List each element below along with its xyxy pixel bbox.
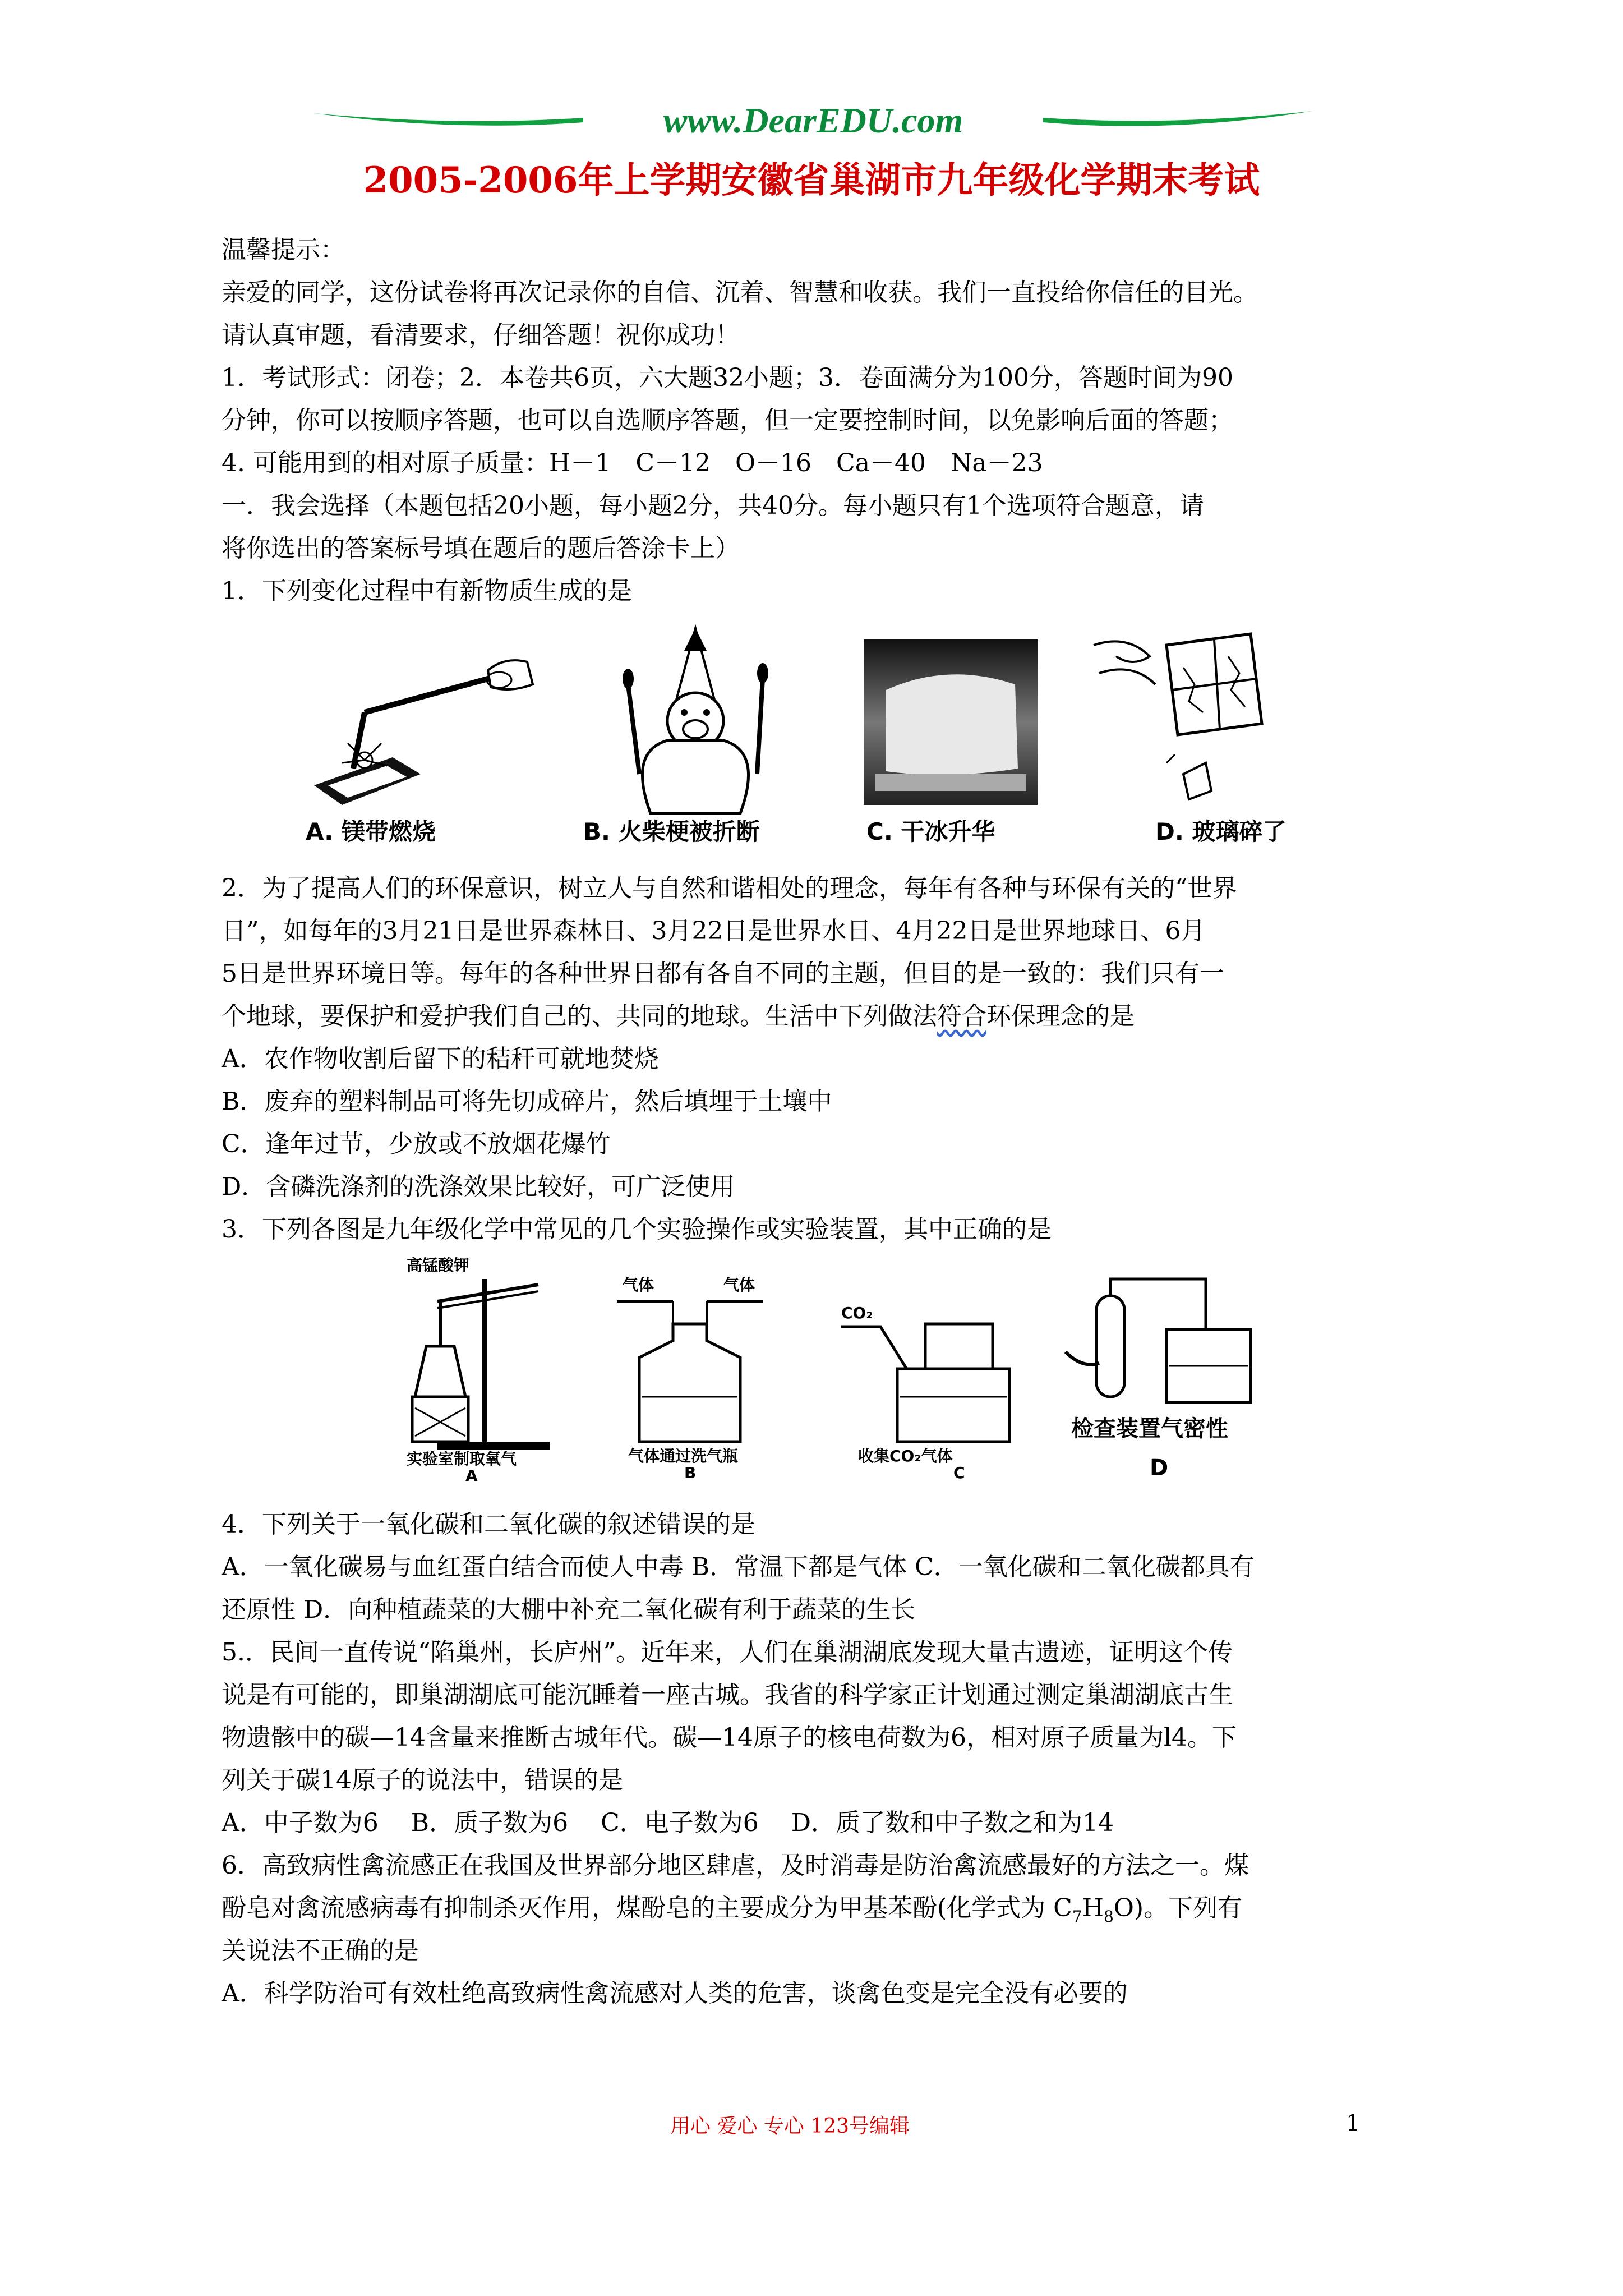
question-2-option: A．农作物收割后留下的秸秆可就地焚烧 xyxy=(222,1045,659,1073)
question-1-stem: 1．下列变化过程中有新物质生成的是 xyxy=(222,577,632,605)
figure-letter: C xyxy=(953,1464,965,1482)
magnesium-burning-illustration xyxy=(303,645,538,802)
question-5-line: 说是有可能的，即巢湖湖底可能沉睡着一座古城。我省的科学家正计划通过测定巢湖湖底古生 xyxy=(222,1681,1233,1709)
text-span: O)。下列有 xyxy=(1113,1894,1243,1922)
question-4-line: 4．下列关于一氧化碳和二氧化碳的叙述错误的是 xyxy=(222,1510,755,1539)
dry-ice-photo xyxy=(864,639,1038,805)
figure-caption: 检查装置气密性 xyxy=(1071,1416,1228,1442)
oxygen-preparation-apparatus xyxy=(404,1256,550,1485)
figure-letter: D xyxy=(1150,1455,1169,1481)
question-3-stem: 3．下列各图是九年级化学中常见的几个实验操作或实验装置，其中正确的是 xyxy=(222,1215,1052,1244)
subscript: 8 xyxy=(1104,1907,1114,1926)
figure-label: 高锰酸钾 xyxy=(407,1256,470,1274)
figure-caption: B. 火柴梗被折断 xyxy=(583,818,760,845)
site-url: www.DearEDU.com xyxy=(663,100,963,140)
gas-washing-bottle xyxy=(611,1273,768,1481)
question-2-line xyxy=(222,995,1416,1038)
page-number: 1 xyxy=(1346,2110,1361,2136)
figure-letter: B xyxy=(684,1464,697,1482)
question-2-line: 5日是世界环境日等。每年的各种世界日都有各自不同的主题，但目的是一致的：我们只有一 xyxy=(222,959,1224,988)
question-4-line: 还原性 D．向种植蔬菜的大棚中补充二氧化碳有利于蔬菜的生长 xyxy=(222,1595,916,1624)
question-5-line: 列关于碳14原子的说法中，错误的是 xyxy=(222,1766,623,1795)
figure-label: 气体 xyxy=(623,1276,654,1294)
footer-text: 用心 爱心 专心 123号编辑 xyxy=(670,2115,910,2138)
text-span: 酚皂对禽流感病毒有抑制杀灭作用，煤酚皂的主要成分为甲基苯酚(化学式为 C xyxy=(222,1894,1072,1922)
question-2-option: D．含磷洗涤剂的洗涤效果比较好，可广泛使用 xyxy=(222,1172,735,1201)
question-2-option: B．废弃的塑料制品可将先切成碎片，然后填埋于土壤中 xyxy=(222,1087,832,1116)
question-5-line: 物遗骸中的碳—14含量来推断古城年代。碳—14原子的核电荷数为6，相对原子质量为l4。下 xyxy=(222,1723,1237,1752)
question-2-line: 2．为了提高人们的环保意识，树立人与自然和谐相处的理念，每年有各种与环保有关的“世界 xyxy=(222,874,1237,903)
intro-line: 4. 可能用到的相对原子质量：H－1 C－12 O－16 Ca－40 Na－23 xyxy=(222,449,1043,477)
question-5-line: 5.．民间一直传说“陷巢州，长庐州”。近年来，人们在巢湖湖底发现大量古遗迹，证明这个传 xyxy=(222,1638,1233,1667)
airtightness-check-apparatus xyxy=(1066,1268,1290,1481)
question-2-option: C．逢年过节，少放或不放烟花爆竹 xyxy=(222,1130,611,1158)
figure-caption: 收集CO₂气体 xyxy=(858,1447,953,1465)
question-6-option: A．科学防治可有效杜绝高致病性禽流感对人类的危害，谈禽色变是完全没有必要的 xyxy=(222,1979,1128,2008)
question-2-line: 日”，如每年的3月21日是世界森林日、3月22日是世界水日、4月22日是世界地球日、6月 xyxy=(222,917,1206,945)
question-6-line: 关说法不正确的是 xyxy=(222,1936,419,1965)
page-title: 2005-2006年上学期安徽省巢湖市九年级化学期末考试 xyxy=(363,159,1260,201)
matchstick-illustration xyxy=(606,628,796,813)
figure-caption: 气体通过洗气瓶 xyxy=(628,1447,739,1465)
section-heading: 一．我会选择（本题包括20小题，每小题2分，共40分。每小题只有1个选项符合题意，请 xyxy=(222,491,1204,520)
figure-caption: 实验室制取氧气 xyxy=(407,1450,517,1468)
question-4-line: A．一氧化碳易与血红蛋白结合而使人中毒 B．常温下都是气体 C．一氧化碳和二氧化碳都具有 xyxy=(222,1553,1255,1581)
figure-letter: A xyxy=(465,1466,478,1485)
text-span: 个地球，要保护和爱护我们自己的、共同的地球。生活中下列做法 xyxy=(222,1002,937,1030)
co2-collection-apparatus xyxy=(841,1301,1009,1481)
text-span: H xyxy=(1082,1894,1104,1922)
text-span: 环保理念的是 xyxy=(986,1002,1135,1030)
emphasized-word: 符合 xyxy=(937,1002,986,1030)
figure-label: 气体 xyxy=(723,1276,755,1294)
figure-label: CO₂ xyxy=(841,1304,873,1322)
question-6-line: 6．高致病性禽流感正在我国及世界部分地区肆虐，及时消毒是防治禽流感最好的方法之一。煤 xyxy=(222,1851,1249,1880)
figure-caption: A. 镁带燃烧 xyxy=(306,818,436,845)
section-heading: 将你选出的答案标号填在题后的题后答涂卡上） xyxy=(222,534,740,563)
figure-caption: C. 干冰升华 xyxy=(866,818,995,845)
question-5-options: A．中子数为6 B．质子数为6 C．电子数为6 D．质了数和中子数之和为14 xyxy=(222,1809,1114,1837)
intro-line: 1．考试形式：闭卷；2．本卷共6页，六大题32小题；3．卷面满分为100分，答题时间为90 xyxy=(222,364,1233,392)
intro-heading: 温馨提示： xyxy=(222,236,345,264)
intro-line: 分钟，你可以按顺序答题，也可以自选顺序答题，但一定要控制时间，以免影响后面的答题； xyxy=(222,406,1233,435)
broken-glass-illustration xyxy=(1082,634,1273,808)
subscript: 7 xyxy=(1072,1907,1082,1926)
intro-line: 亲爱的同学，这份试卷将再次记录你的自信、沉着、智慧和收获。我们一直投给你信任的目光。 xyxy=(222,278,1258,307)
site-banner xyxy=(314,101,1312,140)
intro-line: 请认真审题，看清要求，仔细答题！祝你成功！ xyxy=(222,321,740,349)
figure-caption: D. 玻璃碎了 xyxy=(1155,818,1287,845)
